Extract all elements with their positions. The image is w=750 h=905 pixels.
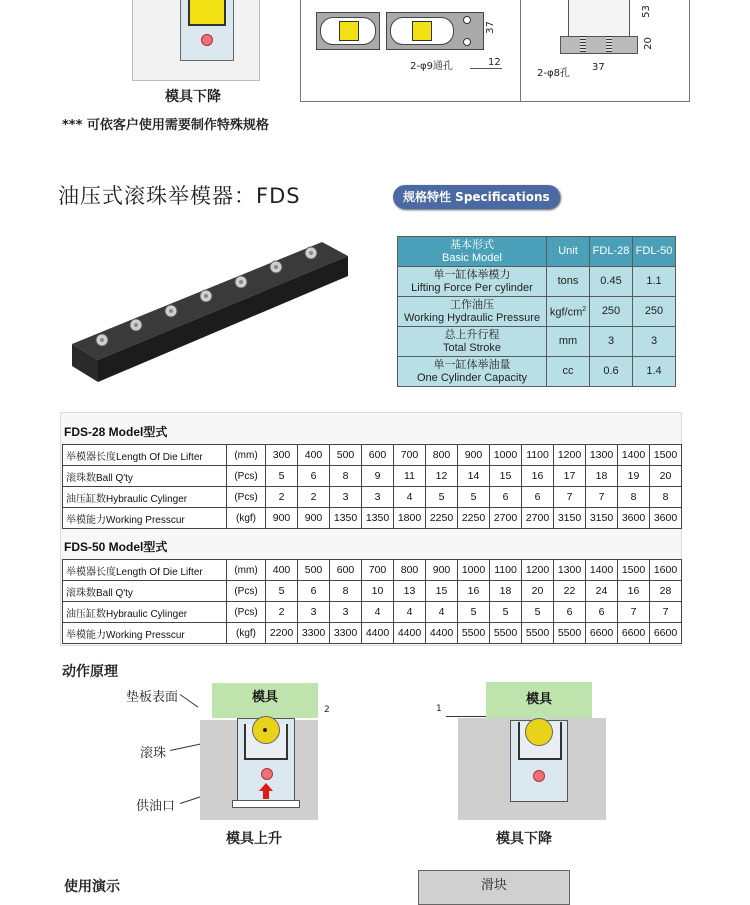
label-ball: 滚珠 <box>140 746 167 761</box>
fds28-row-label: 油压缸数Hybraulic Cylinger <box>63 487 227 508</box>
die-block-up: 模具 <box>212 683 318 718</box>
fds28-cell: 15 <box>490 466 522 487</box>
fds50-row-label: 举模能力Working Presscur <box>63 623 227 644</box>
fds28-cell: 1350 <box>362 508 394 529</box>
dim-37-vertical: 37 <box>484 21 496 34</box>
spec-header-model: 基本形式 Basic Model <box>398 237 547 267</box>
fds28-cell: 1400 <box>618 445 650 466</box>
fds28-row-unit: (Pcs) <box>227 466 266 487</box>
holes-8-label: 2-φ8孔 <box>537 68 570 79</box>
dim-37-horizontal: 37 <box>592 62 605 73</box>
fds28-cell: 7 <box>586 487 618 508</box>
top-caption-down: 模具下降 <box>165 89 221 105</box>
fds28-cell: 1300 <box>586 445 618 466</box>
fds50-cell: 3 <box>298 602 330 623</box>
fds28-cell: 900 <box>458 445 490 466</box>
fds50-cell: 500 <box>298 560 330 581</box>
up-arrow-stem <box>263 791 269 799</box>
fds50-title: FDS-50 Model型式 <box>64 540 168 554</box>
fds50-row-label: 滚珠数Ball Q'ty <box>63 581 227 602</box>
fds28-row-unit: (mm) <box>227 445 266 466</box>
fds28-cell: 1200 <box>554 445 586 466</box>
fds50-cell: 6 <box>554 602 586 623</box>
fds50-cell: 24 <box>586 581 618 602</box>
fds28-row <box>63 508 682 529</box>
fds28-cell: 2 <box>266 487 298 508</box>
fds50-cell: 20 <box>522 581 554 602</box>
fds50-table <box>62 559 682 644</box>
spec-row: 总上升行程 Total Stroke mm 3 3 <box>398 327 676 357</box>
fds28-cell: 1800 <box>394 508 426 529</box>
fds50-cell: 5 <box>458 602 490 623</box>
fds50-row <box>63 623 682 644</box>
fds50-cell: 10 <box>362 581 394 602</box>
fds28-cell: 400 <box>298 445 330 466</box>
fds28-cell: 8 <box>330 466 362 487</box>
fds28-cell: 12 <box>426 466 458 487</box>
fds28-cell: 500 <box>330 445 362 466</box>
fds50-cell: 4 <box>426 602 458 623</box>
fds50-cell: 15 <box>426 581 458 602</box>
fds50-cell: 16 <box>618 581 650 602</box>
fds50-row-unit: (Pcs) <box>227 602 266 623</box>
spec-header-unit: Unit <box>547 237 590 267</box>
fds50-cell: 1300 <box>554 560 586 581</box>
fds50-cell: 600 <box>330 560 362 581</box>
spec-row: 单一缸体举模力 Lifting Force Per cylinder tons 0.45 1.1 <box>398 267 676 297</box>
fds28-cell: 20 <box>650 466 682 487</box>
fds28-cell: 900 <box>266 508 298 529</box>
fds28-row-label: 滚珠数Ball Q'ty <box>63 466 227 487</box>
fds50-cell: 4 <box>394 602 426 623</box>
label-plate-surface: 垫板表面 <box>126 690 179 705</box>
fds28-cell: 5 <box>426 487 458 508</box>
fds50-row-unit: (kgf) <box>227 623 266 644</box>
fds50-cell: 6600 <box>618 623 650 644</box>
dim-53: 53 <box>640 5 652 18</box>
gap-1-line <box>446 716 486 717</box>
fds50-cell: 7 <box>650 602 682 623</box>
fds28-row-unit: (Pcs) <box>227 487 266 508</box>
fds28-row <box>63 445 682 466</box>
fds50-cell: 1400 <box>586 560 618 581</box>
fds28-cell: 2 <box>298 487 330 508</box>
side-view-body <box>568 0 630 37</box>
fds50-cell: 2 <box>266 602 298 623</box>
fds28-cell: 300 <box>266 445 298 466</box>
fds28-cell: 2250 <box>458 508 490 529</box>
fds50-row-label: 举模器长度Length Of Die Lifter <box>63 560 227 581</box>
fds28-row-unit: (kgf) <box>227 508 266 529</box>
fds28-cell: 3150 <box>586 508 618 529</box>
fds28-table <box>62 444 682 529</box>
slot-2-ball <box>412 21 432 41</box>
fds28-cell: 1350 <box>330 508 362 529</box>
fds28-cell: 18 <box>586 466 618 487</box>
dim-12: 12 <box>488 57 501 68</box>
fds28-row <box>63 466 682 487</box>
fds50-cell: 4 <box>362 602 394 623</box>
fds50-cell: 6600 <box>650 623 682 644</box>
dim-20: 20 <box>642 37 654 50</box>
fds28-cell: 3600 <box>618 508 650 529</box>
oil-port-up <box>261 768 273 780</box>
fds50-cell: 5500 <box>490 623 522 644</box>
fds50-cell: 400 <box>266 560 298 581</box>
fds50-cell: 900 <box>426 560 458 581</box>
fds50-cell: 22 <box>554 581 586 602</box>
specifications-badge: 规格特性 Specifications <box>393 185 560 209</box>
fds50-row <box>63 602 682 623</box>
spec-header-fdl28: FDL-28 <box>590 237 633 267</box>
fds50-cell: 5500 <box>554 623 586 644</box>
fds50-row <box>63 581 682 602</box>
fds28-cell: 17 <box>554 466 586 487</box>
fds50-cell: 6 <box>298 581 330 602</box>
bolt-2 <box>606 36 612 52</box>
fds28-cell: 8 <box>618 487 650 508</box>
fds50-cell: 1000 <box>458 560 490 581</box>
fds28-cell: 900 <box>298 508 330 529</box>
fds50-cell: 7 <box>618 602 650 623</box>
fds28-cell: 1000 <box>490 445 522 466</box>
fds28-row <box>63 487 682 508</box>
fds28-cell: 1100 <box>522 445 554 466</box>
fds50-row-unit: (Pcs) <box>227 581 266 602</box>
fds50-cell: 5500 <box>458 623 490 644</box>
fds28-row-label: 举模能力Working Presscur <box>63 508 227 529</box>
fds50-cell: 16 <box>458 581 490 602</box>
hole-a <box>463 16 471 24</box>
fds50-cell: 1200 <box>522 560 554 581</box>
principle-title: 动作原理 <box>62 664 118 680</box>
fds28-cell: 6 <box>522 487 554 508</box>
fds50-cell: 8 <box>330 581 362 602</box>
fds28-cell: 1500 <box>650 445 682 466</box>
bolt-1 <box>580 36 586 52</box>
slot-1-ball <box>339 21 359 41</box>
die-block-down: 模具 <box>486 682 592 718</box>
dim-line-12 <box>470 68 502 69</box>
fds50-cell: 5500 <box>522 623 554 644</box>
label-oil-port: 供油口 <box>136 799 176 814</box>
fds50-cell: 18 <box>490 581 522 602</box>
top-ball-square <box>188 0 226 26</box>
oil-port-down <box>533 770 545 782</box>
fds28-cell: 8 <box>650 487 682 508</box>
top-drawing-divider <box>520 0 521 101</box>
fds50-cell: 1500 <box>618 560 650 581</box>
fds28-cell: 3150 <box>554 508 586 529</box>
leader-plate <box>180 694 199 707</box>
fds50-row <box>63 560 682 581</box>
fds28-cell: 14 <box>458 466 490 487</box>
fds28-cell: 11 <box>394 466 426 487</box>
section-title: 油压式滚珠举模器：FDS <box>58 184 301 208</box>
base-plate-up <box>232 800 300 808</box>
fds50-cell: 28 <box>650 581 682 602</box>
fds28-cell: 6 <box>490 487 522 508</box>
ball-down <box>525 718 553 746</box>
top-oil-port <box>201 34 213 46</box>
fds50-cell: 5 <box>490 602 522 623</box>
fds50-cell: 4400 <box>394 623 426 644</box>
fds28-cell: 7 <box>554 487 586 508</box>
fds28-cell: 9 <box>362 466 394 487</box>
fds50-cell: 1600 <box>650 560 682 581</box>
fds28-cell: 5 <box>266 466 298 487</box>
fds28-cell: 2250 <box>426 508 458 529</box>
holes-9-label: 2-φ9通孔 <box>410 61 453 72</box>
hole-b <box>463 38 471 46</box>
fds50-cell: 4400 <box>426 623 458 644</box>
spec-row: 单一缸体举油量 One Cylinder Capacity cc 0.6 1.4 <box>398 357 676 387</box>
spec-header-fdl50: FDL-50 <box>633 237 676 267</box>
demo-title: 使用演示 <box>64 879 120 895</box>
fds28-cell: 2700 <box>490 508 522 529</box>
spec-table <box>397 236 676 387</box>
fds28-title: FDS-28 Model型式 <box>64 425 168 439</box>
fds50-row-label: 油压缸数Hybraulic Cylinger <box>63 602 227 623</box>
fds50-cell: 700 <box>362 560 394 581</box>
fds50-cell: 6 <box>586 602 618 623</box>
fds28-cell: 16 <box>522 466 554 487</box>
caption-up: 模具上升 <box>226 831 282 847</box>
fds28-cell: 3 <box>362 487 394 508</box>
fds28-cell: 800 <box>426 445 458 466</box>
fds50-cell: 6600 <box>586 623 618 644</box>
product-image <box>66 236 356 386</box>
fds50-row-unit: (mm) <box>227 560 266 581</box>
fds28-cell: 5 <box>458 487 490 508</box>
fds50-cell: 13 <box>394 581 426 602</box>
fds50-cell: 3300 <box>330 623 362 644</box>
fds50-cell: 2200 <box>266 623 298 644</box>
fds50-cell: 3 <box>330 602 362 623</box>
fds28-cell: 4 <box>394 487 426 508</box>
fds28-cell: 600 <box>362 445 394 466</box>
fds28-cell: 6 <box>298 466 330 487</box>
fds28-cell: 700 <box>394 445 426 466</box>
spec-row: 工作油压 Working Hydraulic Pressure kgf/$cm^2$ 250 250 <box>398 297 676 327</box>
fds50-cell: 800 <box>394 560 426 581</box>
caption-down: 模具下降 <box>496 831 552 847</box>
gap-1-label: 1 <box>436 704 442 714</box>
fds28-cell: 3 <box>330 487 362 508</box>
fds28-cell: 2700 <box>522 508 554 529</box>
side-view-base <box>560 36 638 54</box>
fds50-cell: 4400 <box>362 623 394 644</box>
slider-block: 滑块 <box>418 870 570 905</box>
fds50-cell: 5 <box>266 581 298 602</box>
fds28-cell: 3600 <box>650 508 682 529</box>
fds28-cell: 19 <box>618 466 650 487</box>
ball-dot <box>263 728 267 732</box>
special-spec-note: *** 可依客户使用需要制作特殊规格 <box>62 118 269 133</box>
up-arrow-icon <box>259 783 273 791</box>
fds28-row-label: 举模器长度Length Of Die Lifter <box>63 445 227 466</box>
fds50-cell: 5 <box>522 602 554 623</box>
fds50-cell: 3300 <box>298 623 330 644</box>
fds50-cell: 1100 <box>490 560 522 581</box>
gap-2-label: 2 <box>324 705 330 715</box>
